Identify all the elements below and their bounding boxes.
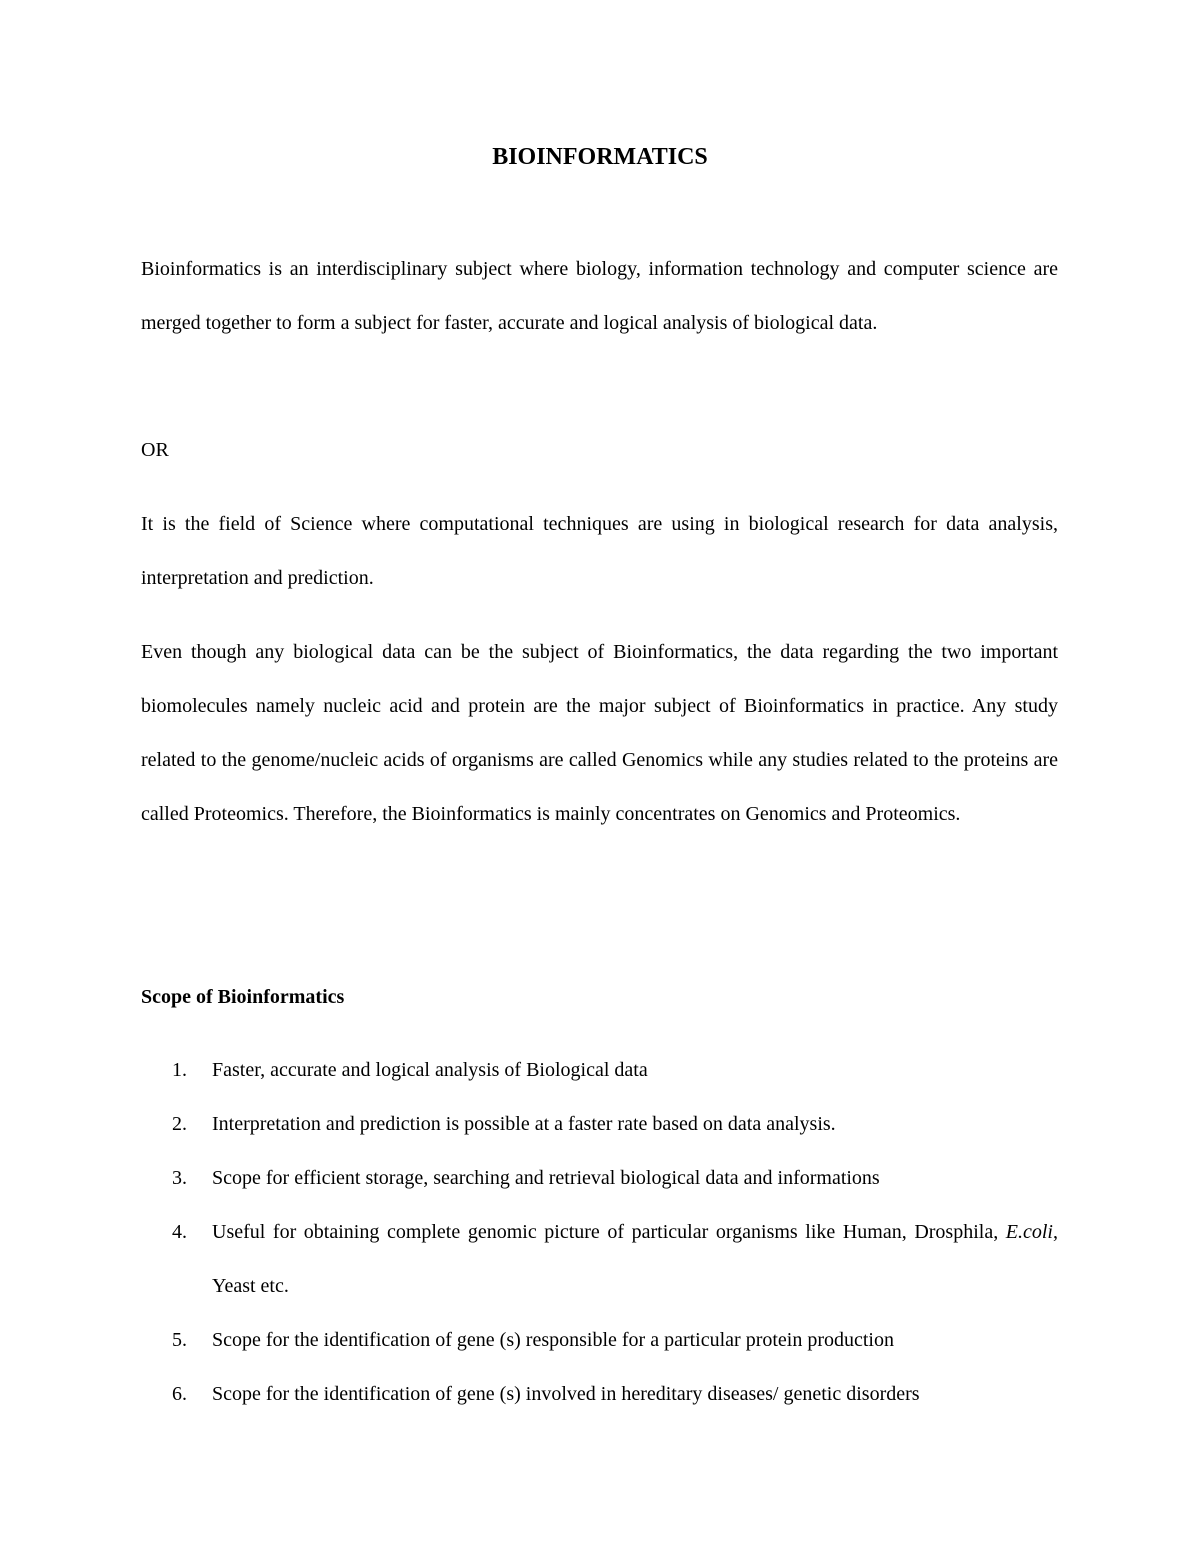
or-separator: OR — [141, 439, 169, 461]
list-number: 4. — [172, 1221, 187, 1243]
list-item — [141, 1043, 1058, 1097]
list-text: Scope for efficient storage, searching and retrieval biological data and informations — [212, 1167, 880, 1189]
list-number: 2. — [172, 1113, 187, 1135]
list-item — [141, 1313, 1058, 1367]
list-text: , Yeast etc. — [212, 1221, 1058, 1297]
list-number: 5. — [172, 1329, 187, 1351]
list-number: 1. — [172, 1059, 187, 1081]
list-item — [141, 1097, 1058, 1151]
alternate-definition-paragraph: It is the field of Science where computational techniques are using in biological research for data analysis, interpretation and prediction. — [141, 513, 1058, 589]
list-text: Scope for the identification of gene (s) responsible for a particular protein production — [212, 1329, 894, 1351]
document-title: BIOINFORMATICS — [492, 144, 708, 170]
genomics-proteomics-paragraph: Even though any biological data can be the subject of Bioinformatics, the data regarding the two important biomolecules namely nucleic acid and protein are the major subject of Bioinformatics in practice. Any study related to the genome/nucleic acids of organisms are called Genomics while any studies related to the proteins are called Proteomics. Therefore, the Bioinformatics is mainly concentrates on Genomics and Proteomics. — [141, 641, 1058, 825]
list-item — [141, 1367, 1058, 1421]
list-number: 3. — [172, 1167, 187, 1189]
list-item — [141, 1205, 1058, 1313]
list-text: Scope for the identification of gene (s) involved in hereditary diseases/ genetic disorders — [212, 1383, 920, 1405]
scope-list — [141, 1043, 1058, 1421]
definition-paragraph: Bioinformatics is an interdisciplinary subject where biology, information technology and computer science are merged together to form a subject for faster, accurate and logical analysis of biological data. — [141, 258, 1058, 334]
list-number: 6. — [172, 1383, 187, 1405]
list-text: Faster, accurate and logical analysis of Biological data — [212, 1059, 648, 1081]
list-item — [141, 1151, 1058, 1205]
list-text-italic: E.coli — [1005, 1221, 1053, 1243]
list-text: Useful for obtaining complete genomic picture of particular organisms like Human, Drosphila, — [212, 1221, 1006, 1243]
list-text: Interpretation and prediction is possible at a faster rate based on data analysis. — [212, 1113, 836, 1135]
scope-heading: Scope of Bioinformatics — [141, 986, 345, 1008]
